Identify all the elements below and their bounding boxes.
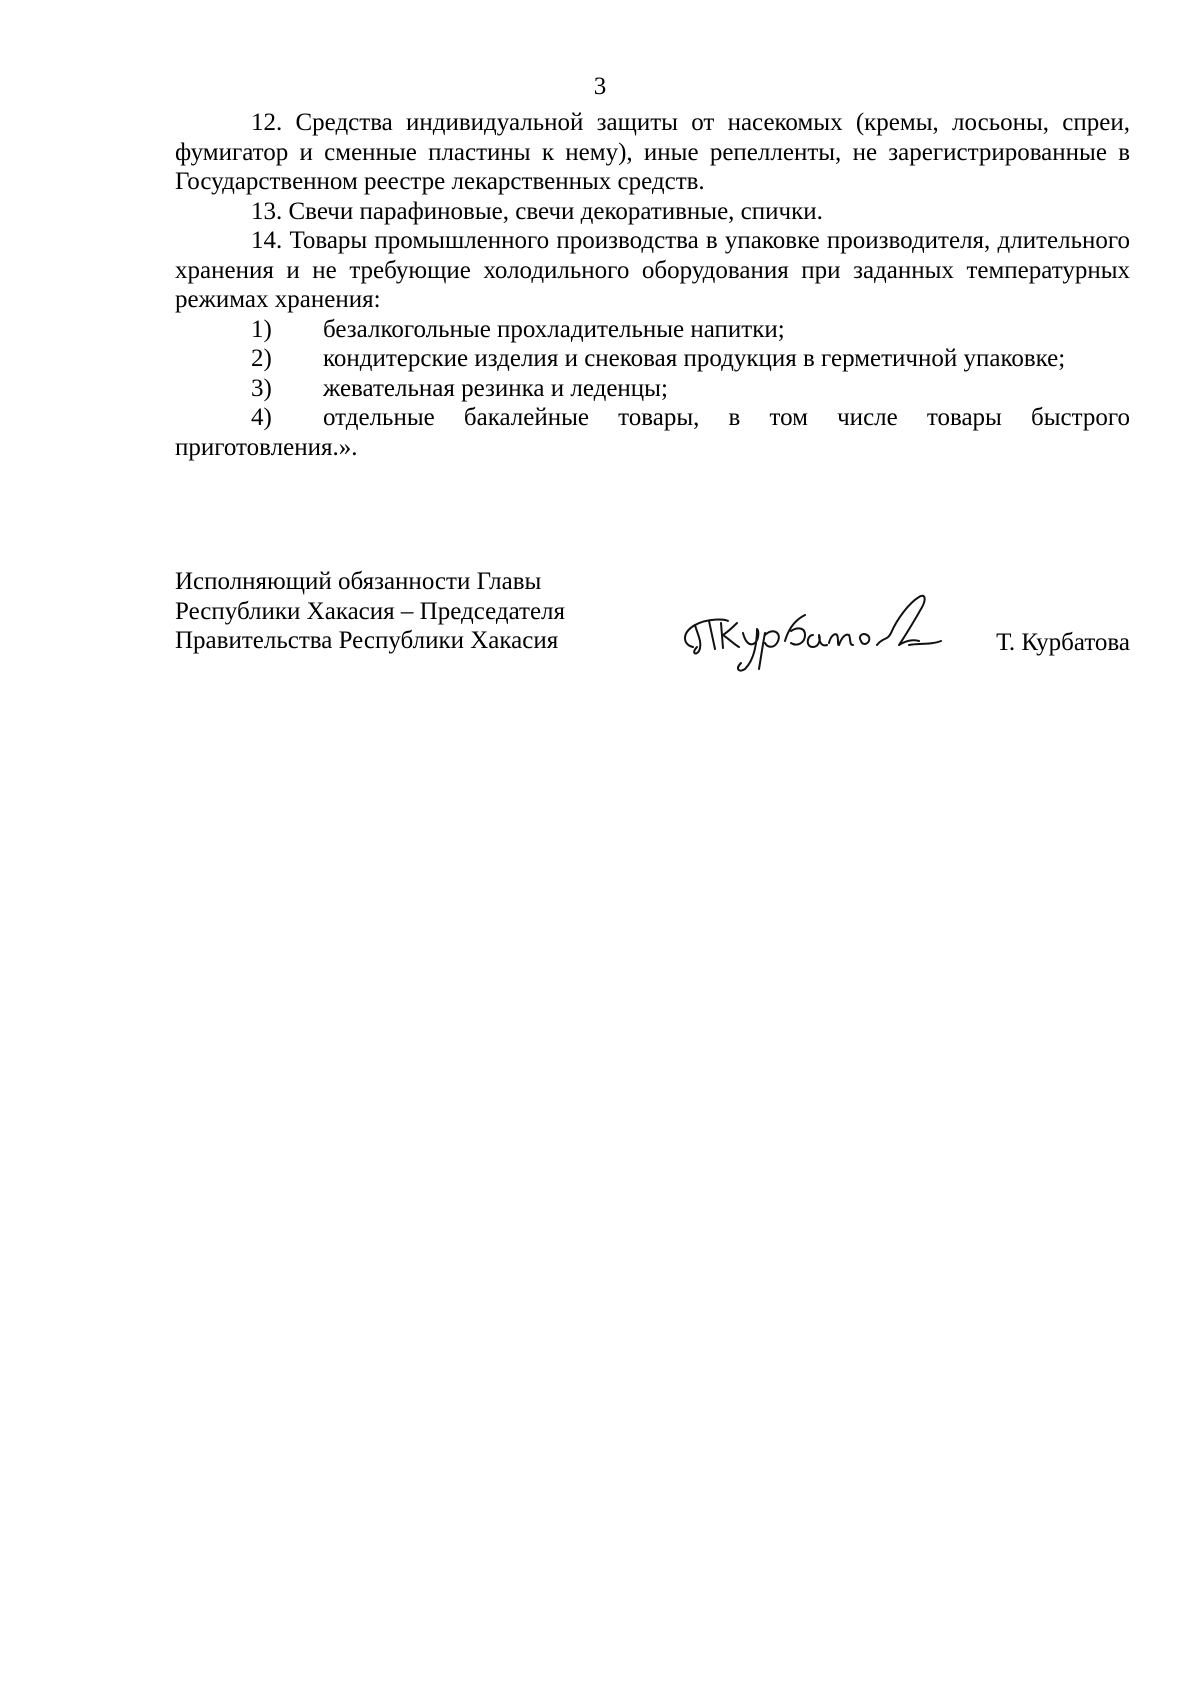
- list-item-1: [175, 315, 1130, 345]
- list-item-text: кондитерские изделия и снековая продукция в герметичной упаковке;: [323, 345, 1066, 372]
- list-item-number: 3): [251, 374, 272, 402]
- list-item-2: [175, 344, 1130, 374]
- list-item-text: жевательная резинка и леденцы;: [323, 374, 668, 402]
- list-item-3: [175, 374, 1130, 404]
- page-number: 3: [593, 73, 607, 100]
- handwritten-signature: [673, 585, 963, 675]
- list-item-number: 2): [251, 345, 272, 372]
- signer-title: [175, 567, 625, 656]
- signer-title-line: Исполняющий обязанности Главы: [175, 568, 542, 595]
- list-item-text: отдельные бакалейные товары, в том числе товары быстрого приготовления.».: [175, 404, 1130, 461]
- paragraph-14: 14. Товары промышленного производства в упаковке производителя, длительного хранения и не требующие холодильного оборудования при заданных температурных режимах хранения:: [175, 227, 1130, 313]
- list-item-number: 4): [251, 404, 272, 431]
- signer-name: Т. Курбатова: [996, 629, 1130, 656]
- signature-block: [175, 567, 1130, 677]
- paragraph-13: 13. Свечи парафиновые, свечи декоративные, спички.: [251, 197, 823, 225]
- signer-title-line: Правительства Республики Хакасия: [175, 627, 559, 654]
- list-item-number: 1): [251, 315, 272, 343]
- signer-title-line: Республики Хакасия – Председателя: [175, 597, 566, 625]
- list-item-text: безалкогольные прохладительные напитки;: [323, 315, 785, 343]
- paragraph-12: 12. Средства индивидуальной защиты от насекомых (кремы, лосьоны, спреи, фумигатор и сменные пластины к нему), иные репелленты, не зарегистрированные в Государственном реестре лекарственных средств.: [175, 109, 1130, 195]
- list-item-4: [175, 403, 1130, 462]
- document-body: [175, 108, 1130, 462]
